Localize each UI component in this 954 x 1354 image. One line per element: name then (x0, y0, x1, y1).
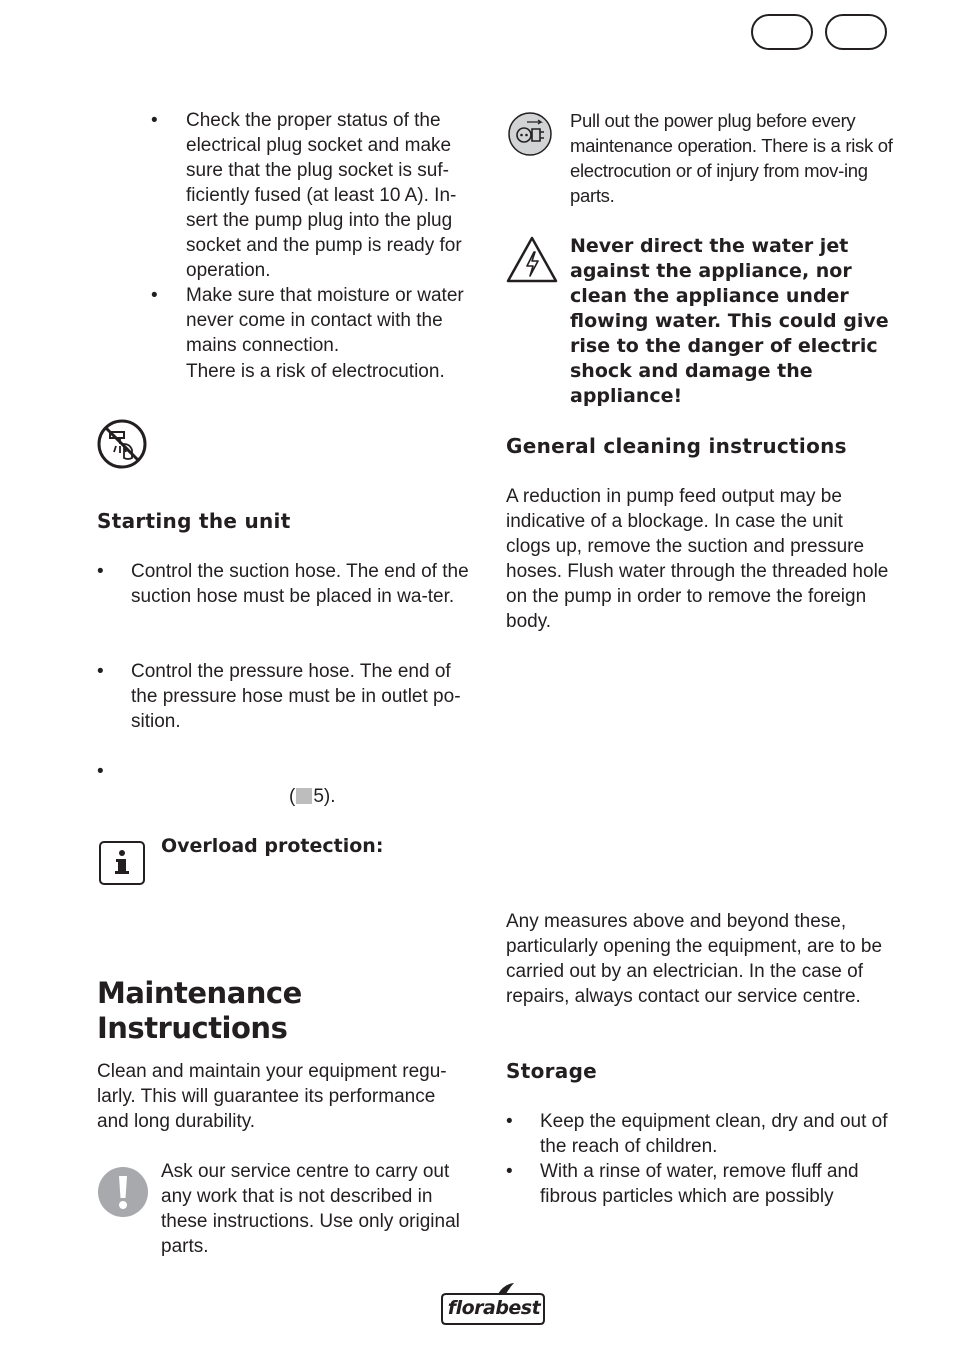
empty-bullet: • (97, 761, 104, 782)
storage-heading: Storage (506, 1059, 598, 1083)
starting-heading: Starting the unit (97, 509, 291, 533)
list-item: • With a rinse of water, remove fluff and fibrous particles which are possibly (506, 1159, 891, 1209)
electric-warning-icon (505, 235, 559, 285)
no-water-jet-icon (96, 418, 148, 470)
list-item: • Make sure that moisture or water never come in contact with the mains connection. (151, 283, 481, 358)
exclamation-icon (97, 1166, 149, 1218)
water-warning: Never direct the water jet against the appliance, nor clean the appliance under flowing water. This could give rise to the danger of electric shock and damage the appliance! (570, 235, 889, 407)
service-note: Ask our service centre to carry out any work that is not described in these instructions. Use only original parts. (161, 1161, 460, 1257)
cleaning-heading: General cleaning instructions (506, 434, 847, 458)
overload-heading: Overload protection: (161, 835, 384, 857)
plug-icon (507, 111, 553, 157)
list-item: • Keep the equipment clean, dry and out of the reach of children. (506, 1109, 891, 1159)
maintenance-heading-line2: Instructions (97, 1011, 288, 1045)
language-pill-right (825, 14, 887, 50)
starting-bullet-list-2 (97, 659, 479, 734)
storage-bullet-list (506, 1109, 891, 1209)
language-pill-left (751, 14, 813, 50)
intro-bullet-list (151, 108, 481, 358)
list-item: • Control the suction hose. The end of the suction hose must be placed in wa-ter. (97, 559, 479, 609)
figure-marker-icon (296, 788, 312, 804)
florabest-logo (438, 1282, 548, 1326)
list-item: • Control the pressure hose. The end of the pressure hose must be in outlet po-sition. (97, 659, 479, 734)
electrocution-note: There is a risk of electrocution. (186, 361, 445, 382)
logo-text: florabest (447, 1297, 541, 1319)
maintenance-text: Clean and maintain your equipment regu-larly. This will guarantee its performance and long durability. (97, 1061, 447, 1132)
starting-bullet-list (97, 559, 479, 609)
cleaning-text: A reduction in pump feed output may be indicative of a blockage. In case the unit clogs up, remove the suction and pressure hoses. Flush water through the threaded hole on the pump in order to remove the foreign body. (506, 486, 889, 632)
plug-note: Pull out the power plug before every maintenance operation. There is a risk of electrocution or of injury from mov-ing parts. (570, 110, 893, 206)
list-item: • Check the proper status of the electrical plug socket and make sure that the plug socket is suf-ficiently fused (at least 10 A). In-sert the pump plug into the plug socket and the pump is ready for operation. (151, 108, 481, 283)
figure-reference: ( 5). (289, 786, 336, 807)
info-icon (99, 841, 145, 885)
maintenance-heading-line1: Maintenance (97, 976, 302, 1010)
measures-text: Any measures above and beyond these, particularly opening the equipment, are to be carried out by an electrician. In the case of repairs, always contact our service centre. (506, 911, 883, 1007)
